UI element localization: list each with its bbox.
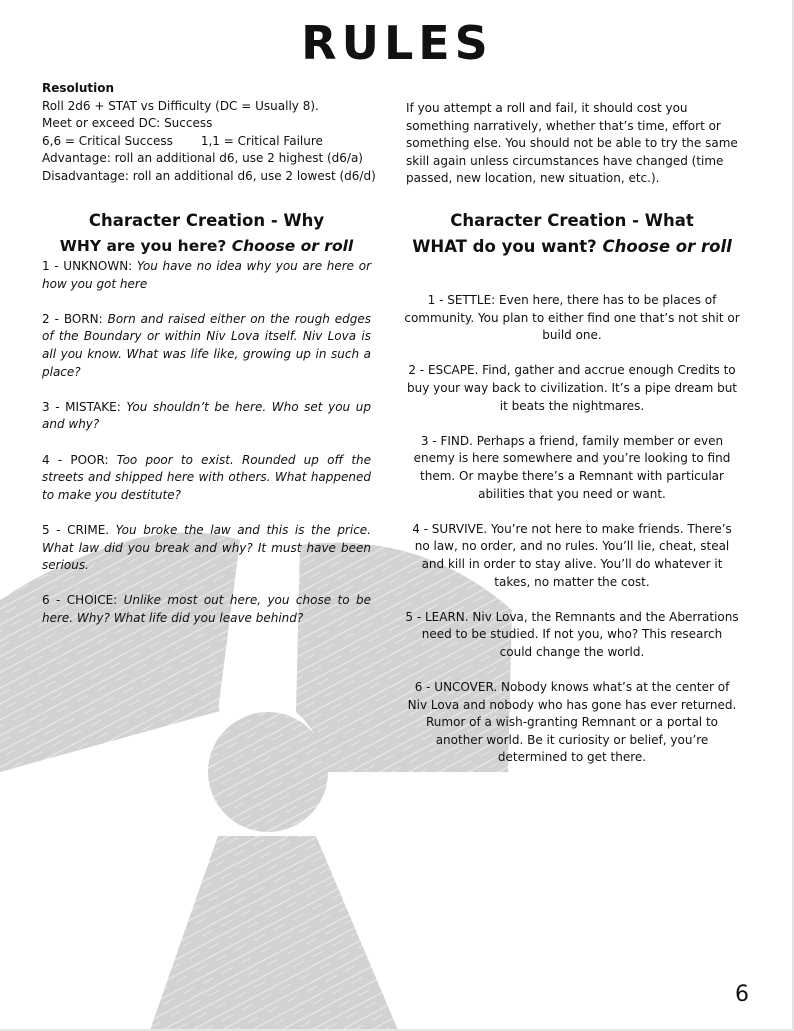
critical-failure-text: 1,1 = Critical Failure xyxy=(200,133,323,148)
why-item-label: 1 - UNKNOWN: xyxy=(42,259,137,273)
why-heading: Character Creation - Why xyxy=(88,211,325,230)
why-item-born xyxy=(42,311,371,381)
why-item-label: 3 - MISTAKE: xyxy=(42,399,127,414)
failure-note: If you attempt a roll and fail, it should cost you something narratively, whether that’s time, effort or something else. You should not be able to try the same skill again unless circumstances have changed (time passed, new location, new situation, etc.). xyxy=(406,101,738,186)
why-item-label: 2 - BORN: xyxy=(42,311,108,326)
what-subheading-text: WHAT do you want? xyxy=(412,237,603,256)
disadvantage-rule: Disadvantage: roll an additional d6, use 2 lowest (d6/d) xyxy=(42,168,376,183)
what-item-escape: 2 - ESCAPE. Find, gather and accrue enough Credits to buy your way back to civilization. It’s a pipe dream but it beats the nightmares. xyxy=(406,363,738,413)
resolution-section xyxy=(42,80,382,186)
why-item-description: Born and raised either on the rough edges of the Boundary or within Niv Lova itself. Niv Lova is all you know. What was life like, growing up in such a place? xyxy=(42,311,372,379)
what-subheading-instruction: Choose or roll xyxy=(602,237,732,256)
what-item-survive: 4 - SURVIVE. You’re not here to make friends. There’s no law, no order, and no rules. You’ll lie, cheat, steal and kill in order to stay alive. You’ll do whatever it takes, no matter the cost. xyxy=(412,521,732,589)
resolution-success-rule: Meet or exceed DC: Success xyxy=(42,116,213,131)
why-item-description: You broke the law and this is the price. What law did you break and why? It must have been serious. xyxy=(42,522,371,573)
why-item-choice xyxy=(42,592,371,627)
why-subheading-instruction: Choose or roll xyxy=(231,237,354,255)
why-item-description: Too poor to exist. Rounded up off the streets and shipped here with others. What happened to make you destitute? xyxy=(42,452,372,502)
why-item-description: You shouldn’t be here. Who set you up and why? xyxy=(42,399,371,432)
what-heading: Character Creation - What xyxy=(450,211,694,230)
why-item-label: 4 - POOR: xyxy=(42,452,117,467)
why-item-label: 6 - CHOICE: xyxy=(42,593,124,608)
why-item-description: You have no idea why you are here or how you got here xyxy=(42,259,371,291)
resolution-critical-rules xyxy=(42,133,382,151)
page-number: 6 xyxy=(735,982,749,1007)
why-item-crime xyxy=(42,522,371,575)
why-item-description: Unlike most out here, you chose to be here. Why? What life did you leave behind? xyxy=(42,593,371,625)
why-item-poor xyxy=(42,452,371,505)
why-item-mistake xyxy=(42,399,371,434)
what-item-find: 3 - FIND. Perhaps a friend, family member or even enemy is here somewhere and you’re looking to find them. Or maybe there’s a Remnant with particular abilities that you need or want. xyxy=(413,433,731,501)
page-title: RULES xyxy=(301,16,493,70)
what-subheading xyxy=(404,237,740,256)
what-item-learn: 5 - LEARN. Niv Lova, the Remnants and the Aberrations need to be studied. If not you, who? This research could change the world. xyxy=(405,609,739,659)
why-item-label: 5 - CRIME. xyxy=(42,522,116,537)
critical-success-text: 6,6 = Critical Success xyxy=(42,133,173,148)
what-item-settle: 1 - SETTLE: Even here, there has to be places of community. You plan to either find one that’s not shit or build one. xyxy=(404,293,740,343)
advantage-rule: Advantage: roll an additional d6, use 2 highest (d6/a) xyxy=(42,151,363,166)
resolution-heading: Resolution xyxy=(42,81,115,95)
why-item-unknown xyxy=(42,258,371,293)
what-item-uncover: 6 - UNCOVER. Nobody knows what’s at the center of Niv Lova and nobody who has gone has ever returned. Rumor of a wish-granting Remnant or a portal to another world. Be it curiosity or belief, you’re determined to get there. xyxy=(407,680,737,765)
why-subheading xyxy=(42,237,371,255)
why-list xyxy=(42,258,371,645)
what-list xyxy=(404,292,740,785)
resolution-roll-rule: Roll 2d6 + STAT vs Difficulty (DC = Usually 8). xyxy=(42,98,319,113)
why-subheading-text: WHY are you here? xyxy=(59,237,232,255)
